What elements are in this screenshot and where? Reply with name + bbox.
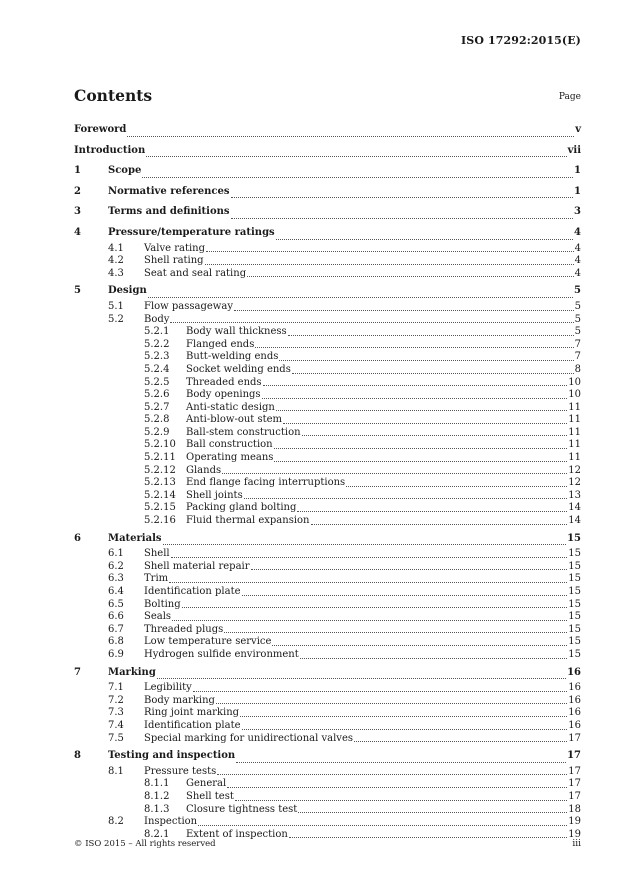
toc-entry-number: 5.1	[108, 300, 124, 312]
page-column-label: Page	[558, 92, 581, 102]
dot-leader	[274, 461, 567, 462]
toc-entry-title: Testing and inspection	[108, 750, 236, 762]
dot-leader	[292, 373, 574, 374]
toc-entry-title: General	[186, 778, 227, 790]
dot-leader	[236, 762, 566, 763]
toc-entry-number: 6.6	[108, 611, 124, 623]
toc-entry[interactable]	[74, 664, 581, 683]
toc-entry[interactable]	[74, 747, 581, 766]
dot-leader	[276, 239, 573, 240]
dot-leader	[148, 297, 573, 298]
toc-entry[interactable]	[74, 636, 581, 649]
toc-entry[interactable]	[74, 561, 581, 574]
toc-entry-page: 4	[574, 267, 581, 279]
toc-entry-page: 15	[568, 598, 581, 610]
dot-leader	[216, 703, 567, 704]
toc-entry[interactable]	[74, 733, 581, 746]
toc-entry-number: 6.5	[108, 598, 124, 610]
toc-entry-title: Socket welding ends	[186, 363, 291, 375]
toc-entry-title: Ring joint marking	[144, 707, 240, 719]
toc-entry-page: 11	[568, 439, 581, 451]
toc-entry-title: Marking	[108, 666, 156, 678]
toc-entry-page: 15	[568, 648, 581, 660]
toc-entry-page: 4	[574, 255, 581, 267]
toc-entry-number: 6.2	[108, 560, 124, 572]
toc-entry[interactable]	[74, 791, 581, 804]
toc-entry-number: 7.2	[108, 694, 124, 706]
toc-entry-number: 5.2.3	[144, 351, 170, 363]
toc-entry-page: 5	[574, 285, 581, 297]
toc-entry-title: Scope	[108, 165, 142, 177]
toc-entry[interactable]	[74, 766, 581, 779]
toc-entry-number: 8.1.2	[144, 790, 170, 802]
toc-entry-title: Body wall thickness	[186, 326, 287, 338]
toc-entry-page: 18	[568, 803, 581, 815]
page-title: Contents	[74, 86, 153, 105]
dot-leader	[255, 347, 573, 348]
toc-entry-title: Ball-stem construction	[186, 426, 301, 438]
dot-leader	[171, 557, 568, 558]
toc-entry-title: Pressure/temperature ratings	[108, 226, 275, 238]
toc-entry-number: 5.2.2	[144, 338, 170, 350]
toc-entry-page: 11	[568, 452, 581, 464]
toc-entry[interactable]	[74, 695, 581, 708]
toc-entry-number: 7.1	[108, 682, 124, 694]
dot-leader	[163, 544, 567, 545]
toc-entry-title: Hydrogen sulfide environment	[144, 648, 299, 660]
toc-entry-number: 5.2.16	[144, 515, 176, 527]
toc-entry-page: 13	[568, 489, 581, 501]
toc-entry-page: 8	[574, 363, 581, 375]
toc-entry-number: 4.2	[108, 255, 124, 267]
toc-entry[interactable]	[74, 439, 581, 452]
toc-entry-number: 6	[74, 532, 81, 544]
dot-leader	[289, 837, 567, 838]
toc-entry-page: 16	[567, 666, 581, 678]
dot-leader	[224, 632, 567, 633]
toc-entry-page: 16	[568, 719, 581, 731]
dot-leader	[263, 385, 568, 386]
toc-entry-number: 5.2.5	[144, 376, 170, 388]
toc-entry[interactable]	[74, 377, 581, 390]
dot-leader	[242, 595, 568, 596]
toc-entry-number: 5.2.6	[144, 389, 170, 401]
toc-entry-title: Anti-static design	[186, 401, 275, 413]
toc-entry-page: 15	[568, 623, 581, 635]
toc-entry-title: Flow passageway	[144, 300, 233, 312]
toc-entry-number: 8.1.3	[144, 803, 170, 815]
toc-entry[interactable]	[74, 183, 581, 202]
dot-leader	[302, 435, 568, 436]
toc-entry-title: Special marking for unidirectional valves	[144, 732, 353, 744]
toc-entry-number: 4	[74, 226, 81, 238]
copyright-notice: © ISO 2015 – All rights reserved	[74, 839, 216, 849]
toc-entry-number: 3	[74, 206, 81, 218]
dot-leader	[227, 787, 567, 788]
toc-entry[interactable]	[74, 465, 581, 478]
dot-leader	[272, 645, 567, 646]
toc-entry-number: 5.2	[108, 313, 124, 325]
toc-entry[interactable]	[74, 402, 581, 415]
toc-entry-number: 7.4	[108, 719, 124, 731]
dot-leader	[157, 678, 566, 679]
dot-leader	[242, 729, 568, 730]
toc-entry-page: 16	[568, 694, 581, 706]
toc-entry-page: 15	[568, 548, 581, 560]
toc-entry-number: 5.2.14	[144, 489, 176, 501]
toc-entry[interactable]	[74, 121, 581, 140]
dot-leader	[127, 136, 574, 137]
toc-entry-number: 6.9	[108, 648, 124, 660]
toc-entry-page: 17	[568, 790, 581, 802]
toc-entry-number: 8.1.1	[144, 778, 170, 790]
dot-leader	[354, 741, 567, 742]
dot-leader	[170, 322, 573, 323]
toc-entry-page: 15	[568, 560, 581, 572]
toc-entry-title: Shell joints	[186, 489, 243, 501]
toc-entry-page: 15	[568, 611, 581, 623]
toc-entry[interactable]	[74, 414, 581, 427]
toc-entry-number: 4.3	[108, 267, 124, 279]
toc-entry-number: 5.2.8	[144, 414, 170, 426]
toc-entry-number: 8.2.1	[144, 828, 170, 840]
toc-entry[interactable]	[74, 351, 581, 364]
toc-entry-title: Anti-blow-out stem	[186, 414, 283, 426]
toc-entry-number: 5.2.15	[144, 502, 176, 514]
toc-entry[interactable]	[74, 707, 581, 720]
toc-entry-title: Pressure tests	[144, 765, 217, 777]
toc-entry[interactable]	[74, 224, 581, 243]
toc-entry[interactable]	[74, 624, 581, 637]
toc-entry-number: 5.2.7	[144, 401, 170, 413]
toc-entry-page: 15	[568, 636, 581, 648]
toc-entry-page: 11	[568, 426, 581, 438]
toc-entry-page: 1	[574, 165, 581, 177]
toc-entry-page: 5	[574, 313, 581, 325]
dot-leader	[247, 276, 574, 277]
toc-entry[interactable]	[74, 502, 581, 515]
dot-leader	[346, 486, 567, 487]
toc-entry-number: 6.7	[108, 623, 124, 635]
toc-entry-number: 8.2	[108, 816, 124, 828]
dot-leader	[298, 812, 567, 813]
toc-entry[interactable]	[74, 573, 581, 586]
dot-leader	[198, 825, 567, 826]
toc-entry[interactable]	[74, 162, 581, 181]
dot-leader	[169, 582, 567, 583]
toc-entry[interactable]	[74, 720, 581, 733]
toc-entry-number: 6.3	[108, 573, 124, 585]
dot-leader	[251, 569, 568, 570]
toc-entry[interactable]	[74, 816, 581, 829]
dot-leader	[231, 197, 574, 198]
toc-entry-number: 6.4	[108, 586, 124, 597]
dot-leader	[288, 335, 574, 336]
toc-entry-page: 14	[568, 515, 581, 527]
toc-entry[interactable]	[74, 611, 581, 624]
dot-leader	[311, 524, 568, 525]
toc-entry-number: 5.2.9	[144, 426, 170, 438]
toc-entry[interactable]	[74, 389, 581, 402]
toc-entry-number: 5	[74, 285, 81, 297]
dot-leader	[297, 511, 567, 512]
dot-leader	[235, 800, 567, 801]
toc-entry-number: 7	[74, 666, 81, 678]
dot-leader	[217, 774, 567, 775]
toc-entry-title: End flange facing interruptions	[186, 477, 346, 489]
toc-entry[interactable]	[74, 530, 581, 549]
toc-entry[interactable]	[74, 586, 581, 599]
toc-entry-page: 1	[574, 185, 581, 197]
toc-entry-title: Inspection	[144, 816, 198, 828]
toc-entry[interactable]	[74, 203, 581, 222]
toc-entry-page: 15	[568, 573, 581, 585]
toc-entry-page: 10	[568, 389, 581, 401]
toc-entry[interactable]	[74, 142, 581, 161]
toc-entry[interactable]	[74, 268, 581, 281]
toc-entry-title: Terms and definitions	[108, 206, 230, 218]
toc-entry-title: Valve rating	[144, 242, 206, 254]
toc-entry-title: Packing gland bolting	[186, 502, 297, 514]
toc-entry-title: Materials	[108, 532, 162, 544]
toc-entry-title: Normative references	[108, 185, 230, 197]
dot-leader	[274, 448, 568, 449]
toc-entry-title: Body marking	[144, 694, 215, 706]
dot-leader	[279, 360, 573, 361]
toc-entry-page: 14	[568, 502, 581, 514]
toc-entry-title: Trim	[144, 573, 169, 585]
toc-entry-page: 15	[568, 586, 581, 597]
toc-entry-title: Shell	[144, 548, 170, 560]
toc-entry-page: 11	[568, 414, 581, 426]
toc-entry-number: 5.2.12	[144, 464, 176, 476]
toc-entry-title: Butt-welding ends	[186, 351, 279, 363]
toc-entry-title: Closure tightness test	[186, 803, 298, 815]
toc-entry-page: 11	[568, 401, 581, 413]
toc-entry-page: 5	[574, 326, 581, 338]
toc-entry[interactable]	[74, 649, 581, 662]
toc-entry-title: Legibility	[144, 682, 192, 694]
toc-entry-title: Introduction	[74, 144, 146, 156]
toc-entry[interactable]	[74, 326, 581, 339]
toc-entry-page: 3	[574, 206, 581, 218]
dot-leader	[231, 218, 574, 219]
toc-entry[interactable]	[74, 339, 581, 352]
toc-entry-title: Threaded plugs	[144, 623, 224, 635]
toc-entry-title: Foreword	[74, 124, 127, 135]
toc-entry[interactable]	[74, 243, 581, 256]
toc-entry-title: Extent of inspection	[186, 828, 288, 840]
toc-entry[interactable]	[74, 490, 581, 503]
toc-entry-title: Ball construction	[186, 439, 273, 451]
toc-entry[interactable]	[74, 477, 581, 490]
toc-entry-page: vii	[567, 144, 581, 156]
toc-entry[interactable]	[74, 548, 581, 561]
toc-entry-title: Identification plate	[144, 719, 241, 731]
dot-leader	[234, 310, 574, 311]
toc-entry-title: Design	[108, 285, 147, 297]
dot-leader	[182, 607, 568, 608]
toc-entry-title: Seat and seal rating	[144, 267, 247, 279]
dot-leader	[205, 264, 574, 265]
toc-entry[interactable]	[74, 804, 581, 817]
toc-entry-page: 17	[568, 765, 581, 777]
toc-entry-page: 7	[574, 351, 581, 363]
toc-entry-page: 10	[568, 376, 581, 388]
dot-leader	[262, 398, 568, 399]
toc-entry-title: Shell material repair	[144, 560, 250, 572]
toc-entry[interactable]	[74, 314, 581, 327]
dot-leader	[193, 691, 567, 692]
toc-entry-page: 4	[574, 242, 581, 254]
toc-entry-page: 16	[568, 682, 581, 694]
dot-leader	[276, 410, 567, 411]
toc-entry-title: Body	[144, 313, 170, 325]
dot-leader	[244, 498, 568, 499]
toc-entry-title: Flanged ends	[186, 338, 255, 350]
toc-entry-title: Shell test	[186, 790, 234, 802]
page-number: iii	[572, 839, 581, 849]
toc-entry[interactable]	[74, 255, 581, 268]
dot-leader	[172, 620, 567, 621]
toc-entry-page: 19	[568, 816, 581, 828]
toc-entry[interactable]	[74, 515, 581, 528]
dot-leader	[283, 423, 567, 424]
dot-leader	[240, 716, 567, 717]
toc-entry-page: v	[575, 124, 581, 135]
toc-entry-title: Fluid thermal expansion	[186, 515, 310, 527]
toc-entry-title: Low temperature service	[144, 636, 272, 648]
toc-entry-page: 17	[568, 732, 581, 744]
toc-entry[interactable]	[74, 778, 581, 791]
toc-entry-number: 5.2.11	[144, 452, 176, 464]
toc-entry[interactable]	[74, 682, 581, 695]
toc-entry-number: 5.2.1	[144, 326, 170, 338]
toc-entry-page: 4	[574, 226, 581, 238]
toc-entry[interactable]	[74, 301, 581, 314]
toc-entry-page: 17	[568, 778, 581, 790]
toc-entry-number: 7.5	[108, 732, 124, 744]
toc-entry-number: 6.1	[108, 548, 124, 560]
toc-entry-title: Body openings	[186, 389, 261, 401]
toc-entry[interactable]	[74, 452, 581, 465]
toc-entry-number: 8.1	[108, 765, 124, 777]
toc-entry-title: Shell rating	[144, 255, 204, 267]
toc-entry-number: 5.2.10	[144, 439, 176, 451]
toc-entry-number: 6.8	[108, 636, 124, 648]
dot-leader	[206, 251, 574, 252]
toc-entry-number: 1	[74, 165, 81, 177]
toc-entry-page: 19	[568, 828, 581, 840]
toc-entry-page: 7	[574, 338, 581, 350]
toc-entry-number: 8	[74, 750, 81, 762]
toc-entry-page: 17	[567, 750, 581, 762]
dot-leader	[146, 156, 566, 157]
toc-entry-title: Threaded ends	[186, 376, 262, 388]
toc-entry-number: 5.2.13	[144, 477, 176, 489]
toc-entry-page: 16	[568, 707, 581, 719]
toc-entry-title: Glands	[186, 464, 222, 476]
dot-leader	[300, 658, 568, 659]
dot-leader	[222, 473, 567, 474]
toc-entry-number: 2	[74, 185, 81, 197]
toc-entry-page: 5	[574, 300, 581, 312]
toc-entry-page: 15	[567, 532, 581, 544]
toc-entry-number: 5.2.4	[144, 363, 170, 375]
toc-entry-title: Bolting	[144, 598, 181, 610]
table-of-contents	[74, 121, 581, 841]
toc-entry-page: 12	[568, 464, 581, 476]
dot-leader	[142, 177, 573, 178]
toc-entry-title: Identification plate	[144, 586, 241, 597]
toc-entry[interactable]	[74, 282, 581, 301]
toc-entry[interactable]	[74, 427, 581, 440]
toc-entry-page: 12	[568, 477, 581, 489]
toc-entry-number: 7.3	[108, 707, 124, 719]
toc-entry-title: Seals	[144, 611, 172, 623]
toc-entry[interactable]	[74, 599, 581, 612]
document-header: ISO 17292:2015(E)	[461, 34, 581, 47]
toc-entry-number: 4.1	[108, 242, 124, 254]
toc-entry-title: Operating means	[186, 452, 274, 464]
toc-entry[interactable]	[74, 364, 581, 377]
